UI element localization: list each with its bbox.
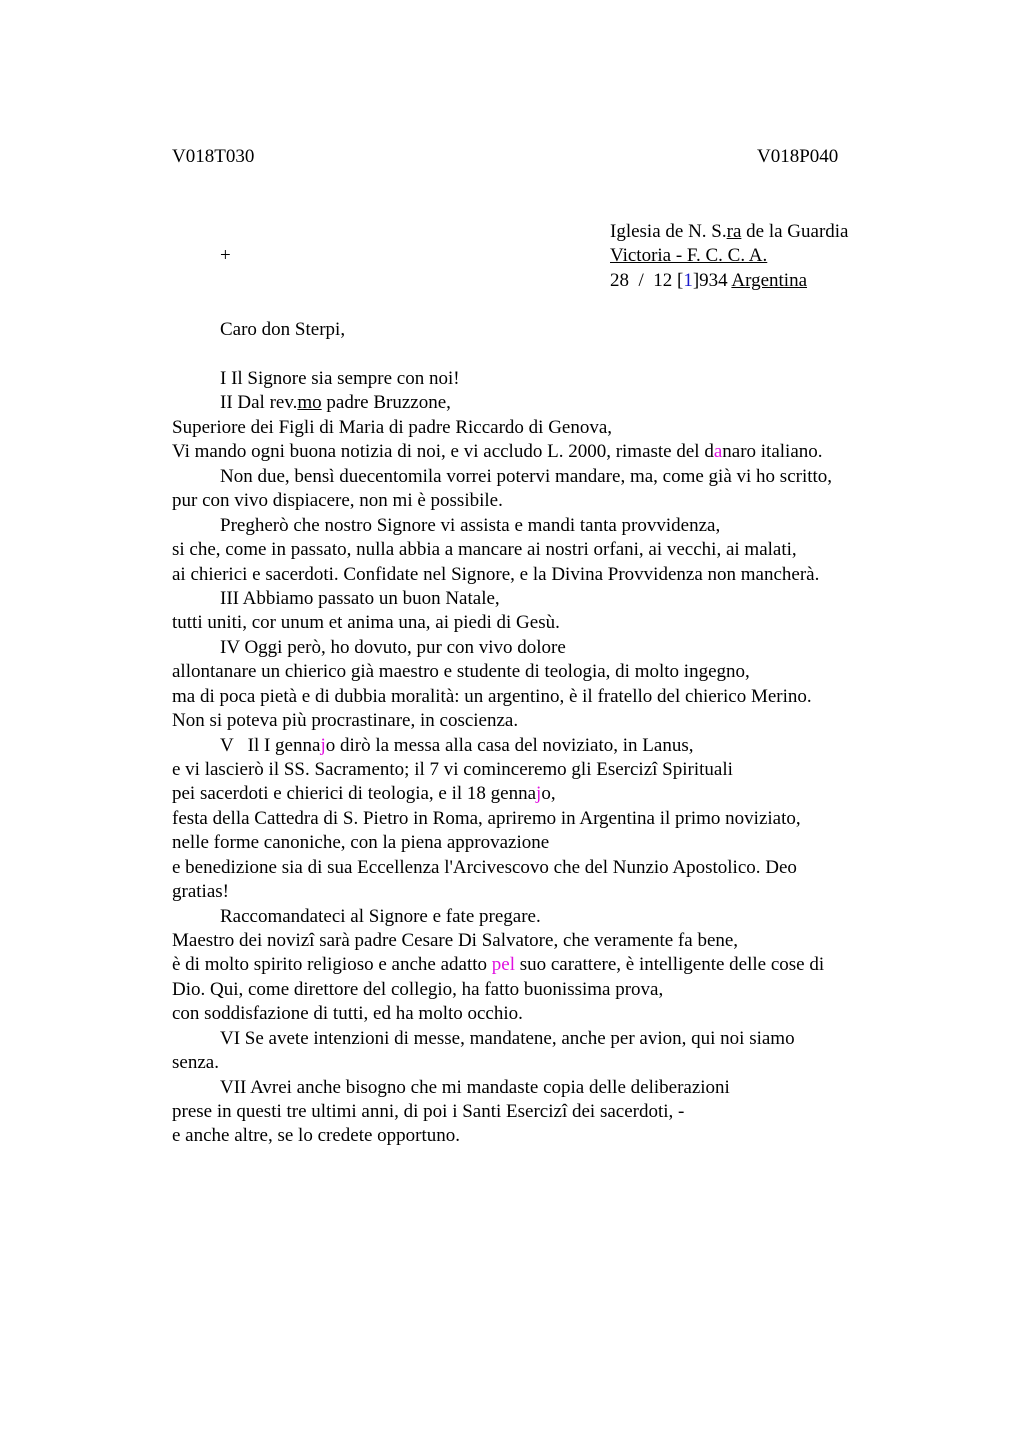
letter-line: Maestro dei novizi sarà padre Cesare Di Salvatore, che veramente fa bene, xyxy=(172,930,739,951)
letter-line: II Dal rev.mo padre Bruzzone, xyxy=(220,392,451,413)
letter-line: senza. xyxy=(172,1052,219,1073)
letter-line: VII Avrei anche bisogno che mi mandaste copia delle deliberazioni xyxy=(220,1077,730,1098)
letter-line: nelle forme canoniche, con la piena approvazione xyxy=(172,832,550,853)
letter-line: V Il I gennajo dirò la messa alla casa del noviziato, in Lanus, xyxy=(220,735,694,756)
letter-line: IV Oggi però, ho dovuto, pur con vivo dolore xyxy=(220,637,566,658)
letter-line: gratias! xyxy=(172,881,229,902)
letter-line: VI Se avete intenzioni di messe, mandatene, anche per avion, qui noi siamo xyxy=(220,1028,795,1049)
letter-line: è di molto spirito religioso e anche adatto pel suo carattere, è intelligente delle cose di xyxy=(172,954,825,975)
letter-line: Raccomandateci al Signore e fate pregare. xyxy=(220,906,541,927)
letter-line: si che, come in passato, nulla abbia a mancare ai nostri orfani, ai vecchi, ai malati, xyxy=(172,539,797,560)
cross-mark: + xyxy=(220,245,231,266)
letter-line: pur con vivo dispiacere, non mi è possibile. xyxy=(172,490,503,511)
address-line-2: Victoria - F. C. C. A. xyxy=(610,245,768,266)
letter-line: e benedizione sia di sua Eccellenza l'Arcivescovo che del Nunzio Apostolico. Deo xyxy=(172,857,797,878)
letter-line: prese in questi tre ultimi anni, di poi i Santi Esercizi dei sacerdoti, - xyxy=(172,1101,685,1122)
letter-line: pei sacerdoti e chierici di teologia, e il 18 gennajo, xyxy=(172,783,556,804)
address-line-1: Iglesia de N. S.ra de la Guardia xyxy=(610,221,849,242)
document-code-left: V018T030 xyxy=(172,146,255,167)
letter-line: Vi mando ogni buona notizia di noi, e vi accludo L. 2000, rimaste del danaro italiano. xyxy=(172,441,823,462)
document-code-right: V018P040 xyxy=(757,146,839,167)
salutation: Caro don Sterpi, xyxy=(220,319,346,340)
letter-line: allontanare un chierico già maestro e studente di teologia, di molto ingegno, xyxy=(172,661,750,682)
letter-line: e anche altre, se lo credete opportuno. xyxy=(172,1125,461,1146)
letter-line: Superiore dei Figli di Maria di padre Riccardo di Genova, xyxy=(172,417,613,438)
letter-line: ai chierici e sacerdoti. Confidate nel Signore, e la Divina Provvidenza non mancherà. xyxy=(172,564,820,585)
letter-line: e vi lascierò il SS. Sacramento; il 7 vi cominceremo gli Esercizi Spirituali xyxy=(172,759,733,780)
letter-line: Non due, bensì duecentomila vorrei potervi mandare, ma, come già vi ho scritto, xyxy=(220,466,833,487)
letter-line: ma di poca pietà e di dubbia moralità: un argentino, è il fratello del chierico Merino. xyxy=(172,686,812,707)
letter-line: festa della Cattedra di S. Pietro in Roma, apriremo in Argentina il primo noviziato, xyxy=(172,808,801,829)
letter-line: Pregherò che nostro Signore vi assista e mandi tanta provvidenza, xyxy=(220,515,721,536)
letter-line: I Il Signore sia sempre con noi! xyxy=(220,368,460,389)
letter-line: Dio. Qui, come direttore del collegio, ha fatto buonissima prova, xyxy=(172,979,664,1000)
letter-line: Non si poteva più procrastinare, in coscienza. xyxy=(172,710,519,731)
date-line: 28 / 12 [1]934 Argentina xyxy=(610,270,808,291)
letter-line: tutti uniti, cor unum et anima una, ai piedi di Gesù. xyxy=(172,612,560,633)
letter-line: con soddisfazione di tutti, ed ha molto occhio. xyxy=(172,1003,523,1024)
letter-line: III Abbiamo passato un buon Natale, xyxy=(220,588,500,609)
